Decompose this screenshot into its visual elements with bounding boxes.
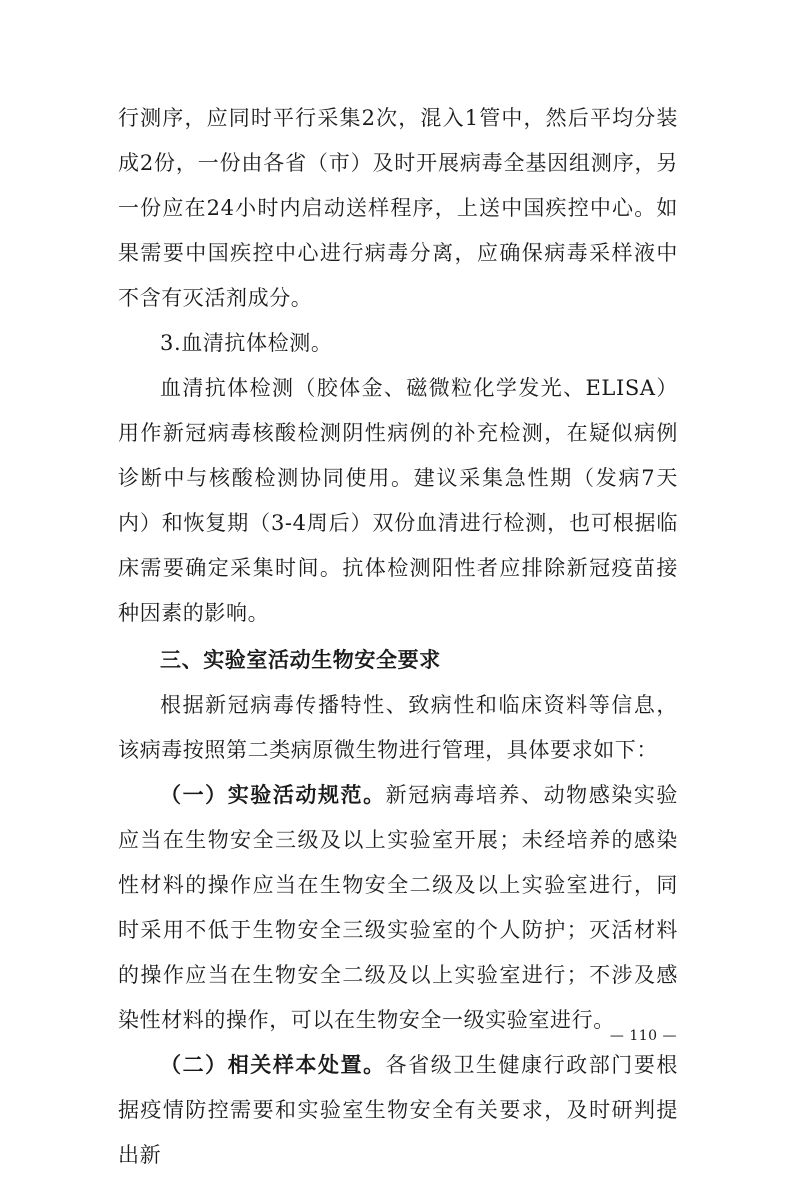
subsection-1-body: 新冠病毒培养、动物感染实验应当在生物安全三级及以上实验室开展；未经培养的感染性材料的操作应当在生物安全二级及以上实验室进行，同时采用不低于生物安全三级实验室的个人防护；灭活材料的操作应当在生物安全二级及以上实验室进行；不涉及感染性材料的操作，可以在生物安全一级实验室进行。 <box>118 783 678 1032</box>
subsection-1-paragraph <box>118 773 678 1043</box>
item-3-title: 3.血清抗体检测。 <box>160 331 333 355</box>
section-3-heading: 三、实验室活动生物安全要求 <box>160 648 441 672</box>
subsection-2-body: 各省级卫生健康行政部门要根据疫情防控需要和实验室生物安全有关要求，及时研判提出新 <box>118 1053 678 1167</box>
subsection-1-title: （一）实验活动规范。 <box>160 783 386 807</box>
page-number: — 110 — <box>609 1028 677 1044</box>
item-3-body: 血清抗体检测（胶体金、磁微粒化学发光、ELISA）用作新冠病毒核酸检测阴性病例的补充检测，在疑似病例诊断中与核酸检测协同使用。建议采集急性期（发病7天内）和恢复期（3-4周后）双份血清进行检测，也可根据临床需要确定采集时间。抗体检测阳性者应排除新冠疫苗接种因素的影响。 <box>118 376 678 625</box>
section-3-intro: 根据新冠病毒传播特性、致病性和临床资料等信息，该病毒按照第二类病原微生物进行管理，具体要求如下： <box>118 693 678 762</box>
subsection-2-paragraph <box>118 1043 678 1178</box>
subsection-2-title: （二）相关样本处置。 <box>160 1053 386 1077</box>
document-body <box>118 96 678 1178</box>
continued-paragraph: 行测序，应同时平行采集2次，混入1管中，然后平均分装成2份，一份由各省（市）及时开展病毒全基因组测序，另一份应在24小时内启动送样程序，上送中国疾控中心。如果需要中国疾控中心进行病毒分离，应确保病毒采样液中不含有灭活剂成分。 <box>118 106 678 310</box>
